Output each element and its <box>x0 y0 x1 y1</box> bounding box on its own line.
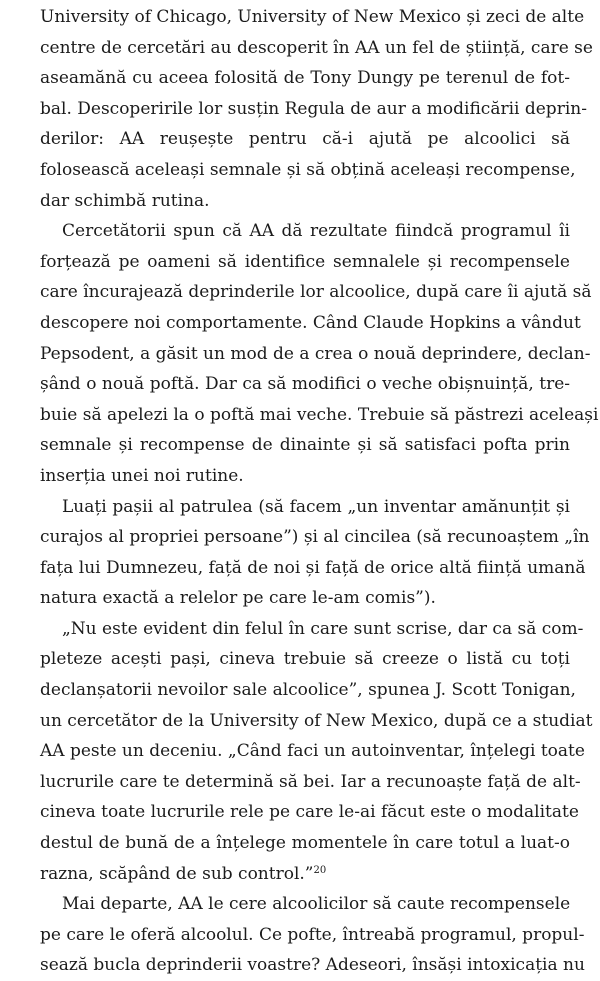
text-line: destul de bună de a înțelege momentele în care totul a luat-o <box>40 833 570 854</box>
paragraph-1 <box>40 2 593 216</box>
paragraph-5 <box>40 889 585 981</box>
text-line: buie să apelezi la o poftă mai veche. Trebuie să păstrezi aceleași <box>40 404 599 425</box>
text-line: fața lui Dumnezeu, față de noi și față de orice altă ființă umană <box>40 557 586 578</box>
text-line: aseamănă cu aceea folosită de Tony Dungy pe terenul de fot- <box>40 68 570 89</box>
text-line <box>40 859 570 890</box>
paragraph-3 <box>40 492 590 614</box>
text-line: derilor: AA reușește pentru că-i ajută pe alcoolici să <box>40 129 570 150</box>
text-line: pleteze acești pași, cineva trebuie să creeze o listă cu toți <box>40 649 570 670</box>
text-line: centre de cercetări au descoperit în AA un fel de știință, care se <box>40 37 593 58</box>
text-line-content: razna, scăpând de sub control.” <box>40 863 314 884</box>
text-line: șând o nouă poftă. Dar ca să modifici o veche obișnuință, tre- <box>40 374 570 395</box>
text-line: lucrurile care te determină să bei. Iar a recunoaște față de alt- <box>40 771 581 792</box>
text-line: un cercetător de la University of New Mexico, după ce a studiat <box>40 710 593 731</box>
text-line: bal. Descoperirile lor susțin Regula de aur a modificării deprin- <box>40 98 587 119</box>
text-line: Mai departe, AA le cere alcoolicilor să caute recompensele <box>62 894 571 915</box>
text-line: folosească aceleași semnale și să obțină aceleași recompense, <box>40 159 576 180</box>
text-line: curajos al propriei persoane”) și al cincilea (să recunoaștem „în <box>40 527 590 548</box>
text-line: dar schimbă rutina. <box>40 190 210 211</box>
text-line: semnale și recompense de dinainte și să satisfaci pofta prin <box>40 435 570 456</box>
text-line: AA peste un deceniu. „Când faci un autoinventar, înțelegi toate <box>40 741 585 762</box>
paragraph-4 <box>40 614 593 889</box>
text-line: descopere noi comportamente. Când Claude Hopkins a vândut <box>40 312 581 333</box>
text-line: University of Chicago, University of New Mexico și zeci de alte <box>40 7 585 27</box>
text-line: natura exactă a relelor pe care le-am comis”). <box>40 588 436 609</box>
body-text <box>40 2 599 981</box>
text-line: declanșatorii nevoilor sale alcoolice”, spunea J. Scott Tonigan, <box>40 680 576 701</box>
text-line: „Nu este evident din felul în care sunt scrise, dar ca să com- <box>62 618 584 639</box>
text-line: Luați pașii al patrulea (să facem „un inventar amănunțit și <box>62 496 570 517</box>
text-line: inserția unei noi rutine. <box>40 465 244 486</box>
text-line: forțează pe oameni să identifice semnalele și recompensele <box>40 251 570 272</box>
footnote-reference[interactable]: 20 <box>313 864 327 876</box>
paragraph-2 <box>40 216 599 491</box>
text-line: Pepsodent, a găsit un mod de a crea o nouă deprindere, declan- <box>40 343 591 364</box>
text-line: cineva toate lucrurile rele pe care le-ai făcut este o modalitate <box>40 802 579 823</box>
text-line: pe care le oferă alcoolul. Ce pofte, întreabă programul, propul- <box>40 924 585 945</box>
text-line: care încurajează deprinderile lor alcoolice, după care îi ajută să <box>40 282 592 303</box>
text-line: Cercetătorii spun că AA dă rezultate fiindcă programul îi <box>62 221 570 242</box>
text-line: sează bucla deprinderii voastre? Adeseori, însăși intoxicația nu <box>40 955 585 976</box>
